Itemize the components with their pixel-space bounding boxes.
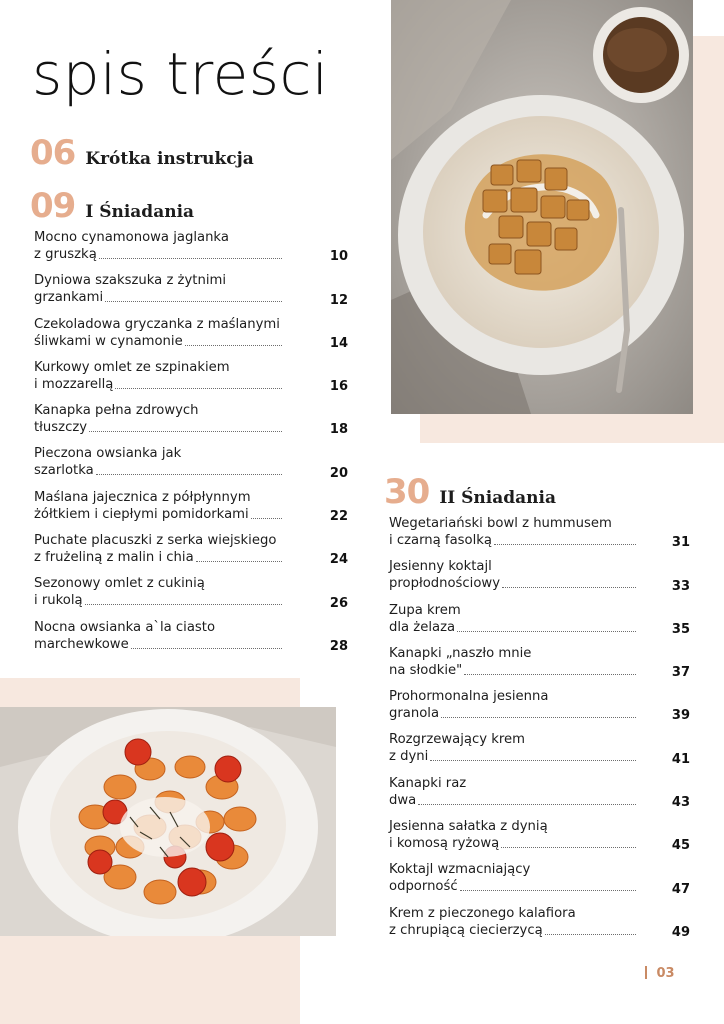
dot-leader — [131, 647, 282, 649]
toc-item[interactable] — [34, 489, 348, 532]
toc-item-title-line1: Kanapka pełna zdrowych — [34, 403, 199, 419]
toc-item-page-number: 12 — [329, 292, 348, 308]
section-breakfast1 — [30, 186, 194, 226]
toc-item-title-line2: i komosą ryżową — [389, 836, 500, 852]
toc-item-title-line2-row — [389, 878, 690, 895]
toc-item-page-number: 16 — [329, 379, 348, 395]
toc-item-page-number: 47 — [671, 881, 690, 897]
toc-item-title-line2: propłodnościowy — [389, 576, 500, 592]
toc-item-title-line2: z frużeliną z malin i chia — [34, 550, 194, 566]
toc-item[interactable] — [34, 575, 348, 618]
toc-item-page-number: 20 — [329, 465, 348, 481]
toc-item-title-line1: Kanapki raz — [389, 775, 467, 791]
toc-item-title-line2-row — [34, 419, 348, 436]
toc-item-title-line2-row — [389, 532, 690, 549]
dot-leader — [494, 543, 636, 545]
dot-leader — [457, 630, 636, 632]
toc-item[interactable] — [34, 229, 348, 272]
dot-leader — [418, 803, 636, 805]
toc-item[interactable] — [389, 731, 690, 774]
porridge-photo — [391, 0, 693, 414]
toc-item[interactable] — [389, 775, 690, 818]
toc-item-title-line2: marchewkowe — [34, 636, 129, 652]
toc-item-page-number: 31 — [671, 535, 690, 551]
toc-item-page-number: 24 — [329, 552, 348, 568]
toc-item[interactable] — [389, 558, 690, 601]
gnocchi-illustration — [0, 707, 336, 936]
toc-item-title-line1: Mocno cynamonowa jaglanka — [34, 230, 229, 245]
toc-item-title-line1: Zupa krem — [389, 602, 461, 618]
dot-leader — [99, 257, 282, 259]
toc-item[interactable] — [389, 515, 690, 558]
dot-leader — [251, 517, 282, 519]
toc-item-title-line2: i czarną fasolką — [389, 533, 492, 548]
toc-item-title-line2: szarlotka — [34, 463, 94, 479]
toc-item[interactable] — [34, 445, 348, 488]
toc-item-page-number: 14 — [329, 335, 348, 351]
toc-item-title-line2-row — [389, 619, 690, 636]
toc-item-title-line2: granola — [389, 706, 440, 722]
toc-item-page-number: 43 — [671, 795, 690, 811]
toc-item-title-line2-row — [389, 705, 690, 722]
toc-item-title-line2: i rukolą — [34, 593, 83, 609]
toc-item-page-number: 26 — [329, 595, 348, 611]
toc-item-title-line1: Krem z pieczonego kalafiora — [389, 905, 576, 921]
toc-item[interactable] — [389, 905, 690, 948]
toc-item[interactable] — [389, 818, 690, 861]
toc-item-title-line1: Wegetariański bowl z hummusem — [389, 516, 612, 531]
toc-item-page-number: 49 — [671, 924, 690, 940]
toc-item[interactable] — [389, 645, 690, 688]
toc-item[interactable] — [389, 688, 690, 731]
toc-item-title-line2: grzankami — [34, 290, 104, 306]
toc-item-title-line2-row — [389, 792, 690, 809]
toc-item-title-line2-row — [34, 376, 348, 393]
toc-item-title-line1: Maślana jajecznica z półpłynnym — [34, 489, 251, 505]
toc-item[interactable] — [34, 619, 348, 662]
toc-item-title-line1: Czekoladowa gryczanka z maślanymi — [34, 316, 280, 332]
toc-item-page-number: 10 — [329, 249, 348, 265]
toc-item-page-number: 39 — [671, 708, 690, 724]
dot-leader — [502, 586, 636, 588]
toc-item-page-number: 18 — [329, 422, 348, 438]
toc-item-title-line2-row — [34, 289, 348, 306]
dot-leader — [545, 933, 636, 935]
toc-item-title-line2-row — [34, 246, 348, 263]
toc-item-page-number: 45 — [671, 838, 690, 854]
toc-item-title-line1: Nocna owsianka a`la ciasto — [34, 619, 216, 635]
toc-item[interactable] — [389, 602, 690, 645]
dot-leader — [89, 430, 282, 432]
gnocchi-photo — [0, 707, 336, 936]
section-number: 30 — [384, 472, 430, 512]
toc-item-title-line2-row — [389, 662, 690, 679]
section-title: Krótka instrukcja — [85, 149, 254, 169]
dot-leader — [501, 846, 636, 848]
toc-item-title-line2: tłuszczy — [34, 420, 88, 436]
toc-item-title-line2: dwa — [389, 792, 417, 808]
toc-item-title-line2-row — [34, 549, 348, 566]
toc-item-title-line1: Jesienna sałatka z dynią — [389, 819, 548, 835]
toc-item-title-line1: Dyniowa szakszuka z żytnimi — [34, 273, 226, 289]
dot-leader — [105, 300, 282, 302]
toc-item-title-line2: dla żelaza — [389, 619, 456, 635]
section-title: II Śniadania — [439, 488, 556, 508]
section-number: 09 — [30, 186, 76, 226]
toc-item-title-line1: Puchate placuszki z serka wiejskiego — [34, 533, 277, 549]
toc-item-title-line2-row — [34, 636, 348, 653]
toc-item-title-line2-row — [34, 462, 348, 479]
toc-item-title-line2-row — [389, 835, 690, 852]
toc-item[interactable] — [34, 359, 348, 402]
toc-item-title-line2: na słodkie" — [389, 662, 463, 678]
section-intro — [30, 133, 254, 173]
toc-item-page-number: 22 — [329, 509, 348, 525]
dot-leader — [96, 473, 282, 475]
toc-item-page-number: 37 — [671, 665, 690, 681]
page-title: spis treści — [32, 40, 329, 108]
dot-leader — [85, 603, 282, 605]
dot-leader — [430, 759, 636, 761]
toc-item-title-line1: Sezonowy omlet z cukinią — [34, 576, 205, 592]
toc-list-breakfast2 — [389, 515, 690, 948]
toc-item-page-number: 28 — [329, 638, 348, 654]
toc-item-title-line2-row — [389, 575, 690, 592]
toc-item-title-line2: odporność — [389, 879, 458, 895]
toc-item-title-line1: Rozgrzewający krem — [389, 732, 525, 748]
toc-item-title-line2: z dyni — [389, 749, 429, 765]
section-number: 06 — [30, 133, 76, 173]
toc-item-title-line2-row — [34, 333, 348, 350]
dot-leader — [196, 560, 282, 562]
page-number — [645, 966, 675, 981]
toc-item-title-line2-row — [389, 922, 690, 939]
toc-item-title-line2-row — [34, 592, 348, 609]
page-number-divider — [645, 966, 647, 979]
toc-item-title-line2-row — [34, 506, 348, 523]
toc-list-breakfast1 — [34, 229, 348, 662]
toc-item[interactable] — [34, 532, 348, 575]
toc-item-title-line2: żółtkiem i ciepłymi pomidorkami — [34, 506, 249, 522]
toc-item-title-line1: Jesienny koktajl — [389, 559, 492, 575]
toc-item[interactable] — [34, 316, 348, 359]
toc-item-title-line2: z gruszką — [34, 247, 97, 262]
toc-item-title-line1: Koktajl wzmacniający — [389, 862, 531, 878]
toc-item-page-number: 35 — [671, 621, 690, 637]
dot-leader — [464, 673, 636, 675]
toc-item-title-line1: Prohormonalna jesienna — [389, 689, 549, 705]
toc-item-page-number: 41 — [671, 751, 690, 767]
page-number-value: 03 — [656, 966, 675, 981]
toc-item-title-line2-row — [389, 748, 690, 765]
section-title: I Śniadania — [85, 202, 195, 222]
toc-item-title-line2: z chrupiącą ciecierzycą — [389, 922, 543, 938]
toc-item[interactable] — [389, 861, 690, 904]
toc-item-title-line2: śliwkami w cynamonie — [34, 333, 183, 349]
dot-leader — [115, 387, 282, 389]
dot-leader — [185, 344, 282, 346]
toc-item-title-line1: Kanapki „naszło mnie — [389, 645, 532, 661]
dot-leader — [460, 889, 636, 891]
section-breakfast2 — [384, 472, 556, 512]
toc-item-title-line1: Kurkowy omlet ze szpinakiem — [34, 359, 230, 375]
toc-item-title-line1: Pieczona owsianka jak — [34, 446, 182, 462]
toc-item-page-number: 33 — [671, 578, 690, 594]
toc-item[interactable] — [34, 272, 348, 315]
toc-item[interactable] — [34, 402, 348, 445]
porridge-illustration — [391, 0, 693, 414]
toc-item-title-line2: i mozzarellą — [34, 376, 114, 392]
dot-leader — [441, 716, 636, 718]
